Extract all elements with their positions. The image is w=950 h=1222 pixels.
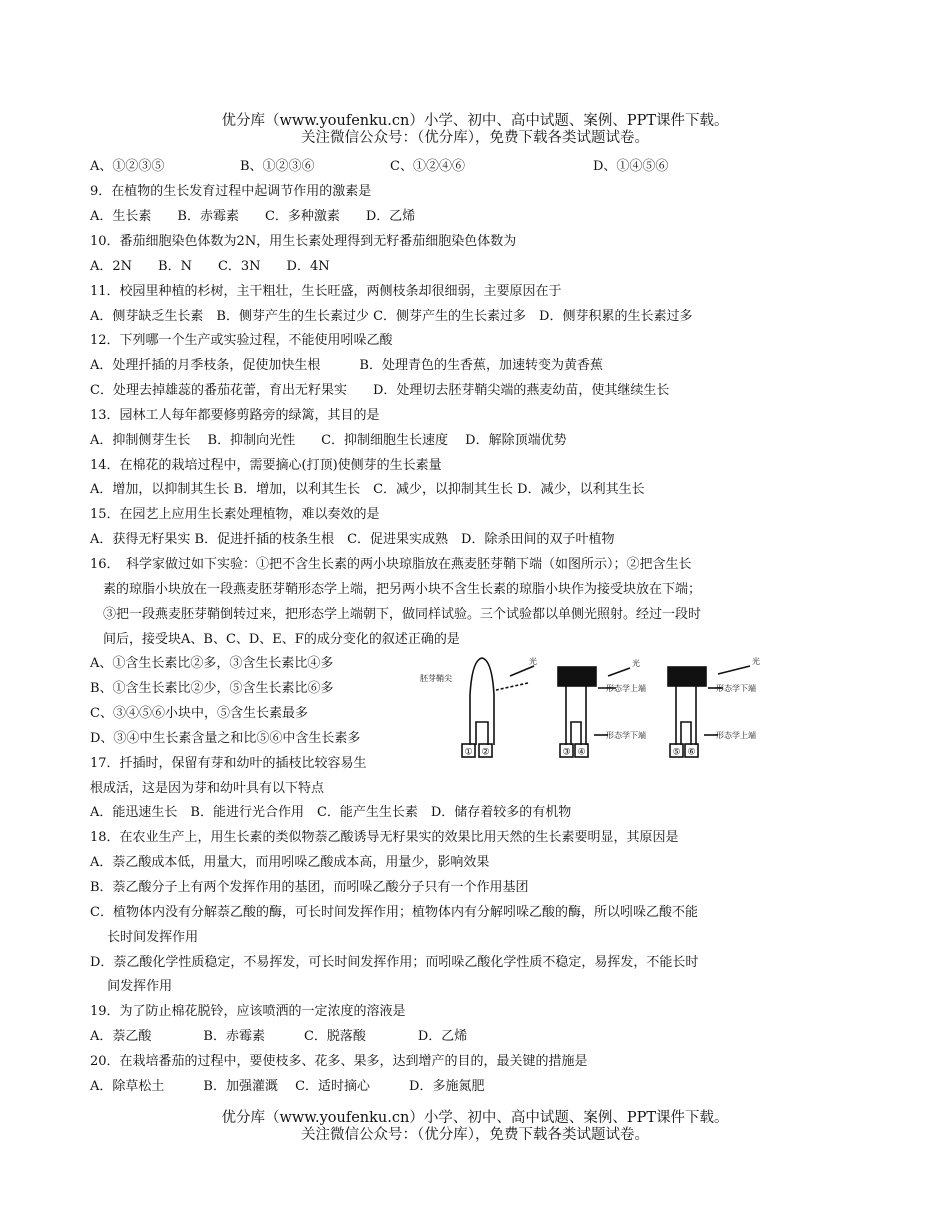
block-label-2: ② xyxy=(481,747,490,758)
label-morph-upper-3: 形态学上端 xyxy=(716,731,756,740)
option-line: A．处理扦插的月季枝条，促使加快生根 B．处理青色的生香蕉，加速转变为黄香蕉 xyxy=(90,358,603,373)
question-text: 17．扦插时，保留有芽和幼叶的插枝比较容易生 xyxy=(90,756,367,771)
option-line: 间发挥作用 xyxy=(90,979,173,994)
label-morph-upper-2: 形态学上端 xyxy=(606,684,646,693)
option-line: D．萘乙酸化学性质稳定，不易挥发，可长时间发挥作用；而吲哚乙酸化学性质不稳定，易挥发，不能长时 xyxy=(90,955,699,970)
question-text: 14．在棉花的栽培过程中，需要摘心(打顶)使侧芽的生长素量 xyxy=(90,458,442,473)
label-light-1: 光 xyxy=(529,657,537,666)
option-line: C．处理去掉雄蕊的番茄花蕾，育出无籽果实 D．处理切去胚芽鞘尖端的燕麦幼苗，使其继续生长 xyxy=(90,383,670,398)
diagram-segment-inverted xyxy=(668,666,750,757)
block-label-5: ⑤ xyxy=(672,747,681,758)
light-arrow xyxy=(510,666,534,676)
header-line-2: 关注微信公众号：（优分库），免费下载各类试题试卷。 xyxy=(301,130,649,146)
option-line: 长时间发挥作用 xyxy=(90,930,199,945)
question-text: 12．下列哪一个生产或实验过程，不能使用吲哚乙酸 xyxy=(90,333,393,348)
question-text: 16． 科学家做过如下实验：①把不含生长素的两小块琼脂放在燕麦胚芽鞘下端（如图所示）；②把含生长 xyxy=(90,557,692,572)
block-label-6: ⑥ xyxy=(687,747,696,758)
header-line-1: 优分库（www.youfenku.cn）小学、初中、高中试题、案例、PPT课件下载。 xyxy=(221,113,729,129)
option-line: C．植物体内没有分解萘乙酸的酶，可长时间发挥作用；植物体内有分解吲哚乙酸的酶，所以吲哚乙酸不能 xyxy=(90,905,698,920)
label-morph-lower-3: 形态学下端 xyxy=(716,684,756,693)
question-text: 11．校园里种植的杉树，主干粗壮，生长旺盛，两侧枝条却很细弱，主要原因在于 xyxy=(90,284,562,299)
q8-option-d: D、①④⑤⑥ xyxy=(593,159,669,174)
question-text: 15．在园艺上应用生长素处理植物，难以奏效的是 xyxy=(90,507,380,522)
question-text: 间后，接受块A、B、C、D、E、F的成分变化的叙述正确的是 xyxy=(90,632,460,647)
option-line: A．萘乙酸成本低，用量大，而用吲哚乙酸成本高，用量少，影响效果 xyxy=(90,855,490,870)
question-text: 20．在栽培番茄的过程中，要使枝多、花多、果多，达到增产的目的，最关键的措施是 xyxy=(90,1054,588,1069)
question-text: 素的琼脂小块放在一段燕麦胚芽鞘形态学上端，把另两小块不含生长素的琼脂小块作为接受块放在下端； xyxy=(90,582,702,597)
diagram-coleoptile-with-tip xyxy=(462,658,534,757)
option-line: B．萘乙酸分子上有两个发挥作用的基团，而吲哚乙酸分子只有一个作用基团 xyxy=(90,880,529,895)
option-line: A．生长素 B．赤霉素 C．多种激素 D．乙烯 xyxy=(90,209,416,224)
experiment-figure xyxy=(418,650,778,765)
light-arrow xyxy=(608,668,630,676)
label-light-3: 光 xyxy=(752,657,760,666)
option-line: A．能迅速生长 B．能进行光合作用 C．能产生生长素 D．储存着较多的有机物 xyxy=(90,805,572,820)
page-header xyxy=(0,113,950,147)
label-morph-lower-2: 形态学下端 xyxy=(606,731,646,740)
q8-option-c: C、①②④⑥ xyxy=(390,159,465,174)
question-text: 9．在植物的生长发育过程中起调节作用的激素是 xyxy=(90,184,372,199)
block-label-3: ③ xyxy=(562,747,571,758)
question-text: 18．在农业生产上，用生长素的类似物萘乙酸诱导无籽果实的效果比用天然的生长素要明显，其原因是 xyxy=(90,830,679,845)
page-footer xyxy=(0,1110,950,1144)
question-text: 根成活，这是因为芽和幼叶具有以下特点 xyxy=(90,781,325,796)
option-line: D、③④中生长素含量之和比⑤⑥中含生长素多 xyxy=(90,731,361,746)
option-line: A．2N B．N C．3N D．4N xyxy=(90,259,330,274)
question-text: 13．园林工人每年都要修剪路旁的绿篱，其目的是 xyxy=(90,408,380,423)
option-line: C、③④⑤⑥小块中，⑤含生长素最多 xyxy=(90,706,308,721)
question-text: 10．番茄细胞染色体数为2N，用生长素处理得到无籽番茄细胞染色体数为 xyxy=(90,234,517,249)
option-line: B、①含生长素比②少，⑤含生长素比⑥多 xyxy=(90,681,334,696)
q8-option-b: B、①②③⑥ xyxy=(240,159,315,174)
diagram-segment-upright xyxy=(558,667,630,757)
option-line: A、①含生长素比②多，③含生长素比④多 xyxy=(90,656,334,671)
footer-line-2: 关注微信公众号：（优分库），免费下载各类试题试卷。 xyxy=(301,1127,649,1143)
question-text: 19．为了防止棉花脱铃，应该喷洒的一定浓度的溶液是 xyxy=(90,1004,406,1019)
option-line: A．侧芽缺乏生长素 B．侧芽产生的生长素过少 C．侧芽产生的生长素过多 D．侧芽积累的生长素过多 xyxy=(90,309,693,324)
option-line: A．除草松土 B．加强灌溉 C．适时摘心 D．多施氮肥 xyxy=(90,1079,485,1094)
label-coleoptile-tip: 胚芽鞘尖 xyxy=(420,674,452,683)
light-arrow xyxy=(718,666,750,674)
q8-option-a: A、①②③⑤ xyxy=(90,159,165,174)
block-label-1: ① xyxy=(464,747,473,758)
question-text: ③把一段燕麦胚芽鞘倒转过来，把形态学上端朝下，做同样试验。三个试验都以单侧光照射。经过一段时 xyxy=(90,607,702,622)
footer-line-1: 优分库（www.youfenku.cn）小学、初中、高中试题、案例、PPT课件下载。 xyxy=(221,1110,729,1126)
block-label-4: ④ xyxy=(577,747,586,758)
option-line: A．增加，以抑制其生长 B．增加，以利其生长 C．减少，以抑制其生长 D．减少，以利其生长 xyxy=(90,482,645,497)
option-line: A．抑制侧芽生长 B．抑制向光性 C．抑制细胞生长速度 D．解除顶端优势 xyxy=(90,433,567,448)
option-line: A．获得无籽果实 B．促进扦插的枝条生根 C．促进果实成熟 D．除杀田间的双子叶植物 xyxy=(90,532,615,547)
label-light-2: 光 xyxy=(632,659,640,668)
option-line: A．萘乙酸 B．赤霉素 C．脱落酸 D．乙烯 xyxy=(90,1029,468,1044)
